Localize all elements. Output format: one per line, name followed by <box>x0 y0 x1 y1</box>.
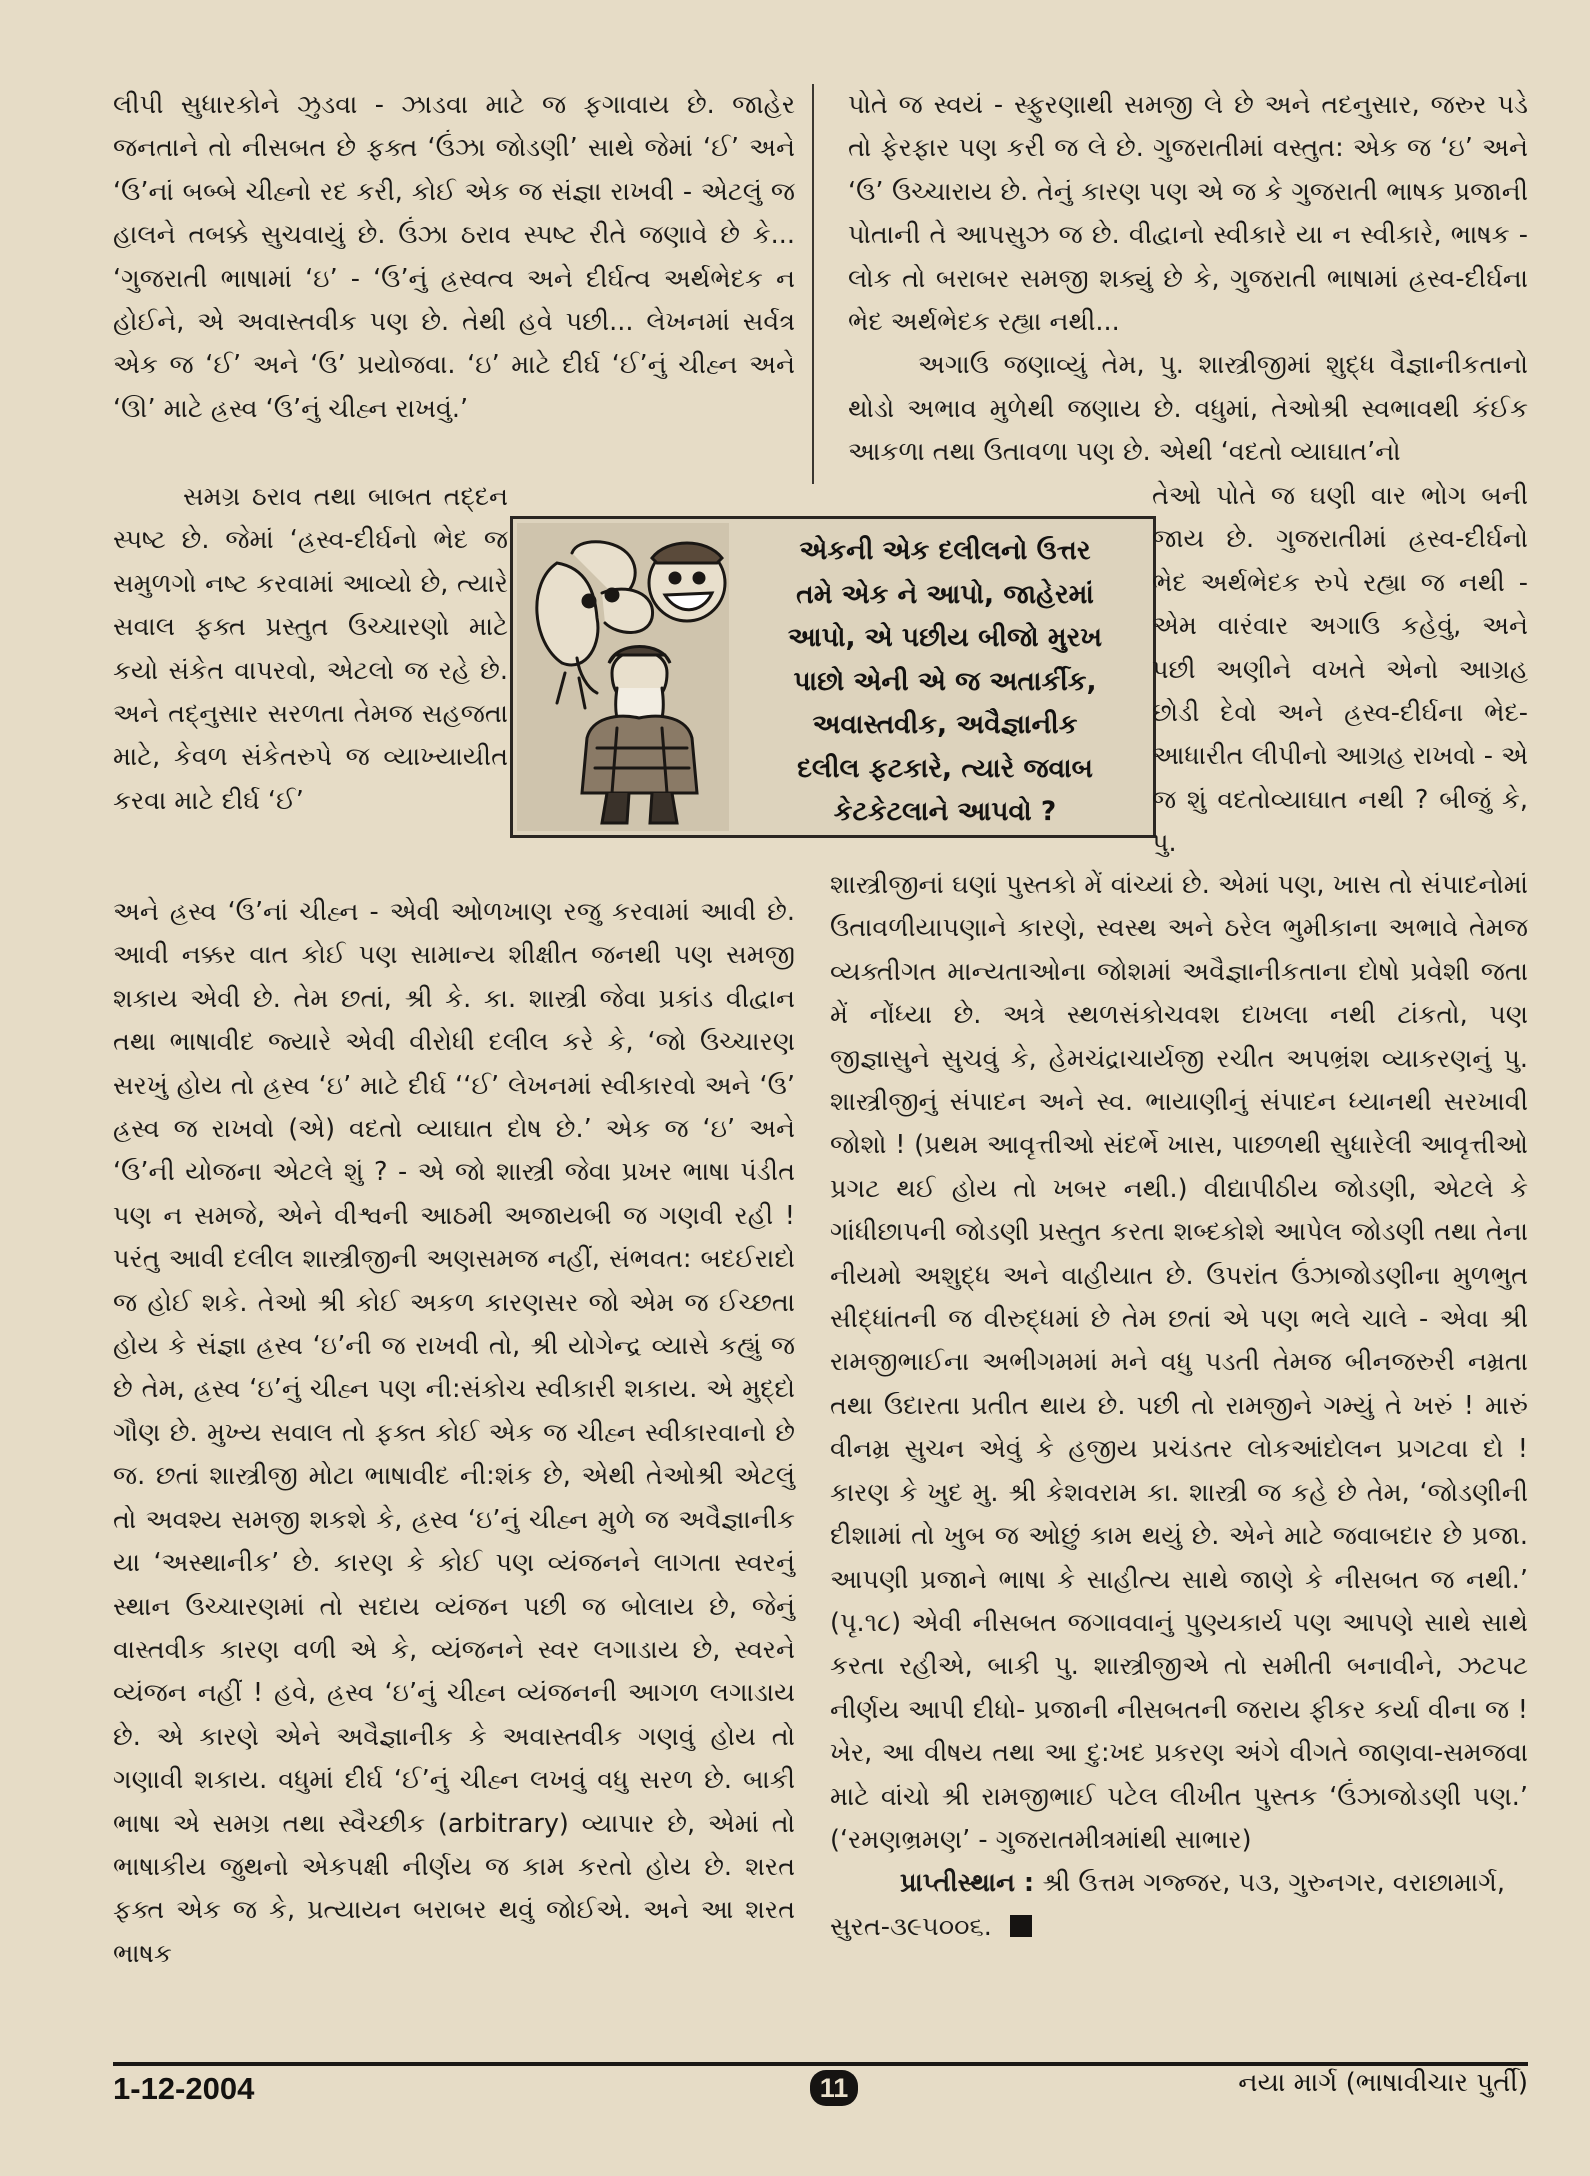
article-column-right-bottom <box>830 864 1528 1949</box>
article-paragraph: અને હ્રસ્વ ‘ઉ’નાં ચીહ્ન - એવી ઓળખાણ રજુ કરવામાં આવી છે. આવી નક્કર વાત કોઈ પણ સામાન્ય શીક્ષીત જનથી પણ સમજી શકાય એવી છે. તેમ છતાં, શ્રી કે. કા. શાસ્ત્રી જેવા પ્રકાંડ વીદ્વાન તથા ભાષાવીદ જ્યારે એવી વીરોધી દલીલ કરે કે, ‘જો ઉચ્ચારણ સરખું હોય તો હ્રસ્વ ‘ઇ’ માટે દીર્ઘ ‘‘ઈ’ લેખનમાં સ્વીકારવો અને ‘ઉ’ હ્રસ્વ જ રાખવો (એ) વદતો વ્યાઘાત દોષ છે.’ એક જ ‘ઇ’ અને ‘ઉ’ની યોજના એટલે શું ? - એ જો શાસ્ત્રી જેવા પ્રખર ભાષા પંડીત પણ ન સમજે, એને વીશ્વની આઠમી અજાયબી જ ગણવી રહી ! પરંતુ આવી દલીલ શાસ્ત્રીજીની અણસમજ નહીં, સંભવત: બદઈરાદો જ હોઈ શકે. તેઓ શ્રી કોઈ અકળ કારણસર જો એમ જ ઈચ્છતા હોય કે સંજ્ઞા હ્રસ્વ ‘ઇ’ની જ રાખવી તો, શ્રી યોગેન્દ્ર વ્યાસે કહ્યું જ છે તેમ, હ્રસ્વ ‘ઇ’નું ચીહ્ન પણ ની:સંકોચ સ્વીકારી શકાય. એ મુદ્દો ગૌણ છે. મુખ્ય સવાલ તો ફક્ત કોઈ એક જ ચીહ્ન સ્વીકારવાનો છે જ. છતાં શાસ્ત્રીજી મોટા ભાષાવીદ ની:શંક છે, એથી તેઓશ્રી એટલું તો અવશ્ય સમજી શકશે કે, હ્રસ્વ ‘ઇ’નું ચીહ્ન મુળે જ અવૈજ્ઞાનીક યા ‘અસ્થાનીક’ છે. કારણ કે કોઈ પણ વ્યંજનને લાગતા સ્વરનું સ્થાન ઉચ્ચારણમાં તો સદાય વ્યંજન પછી જ બોલાય છે, જેનું વાસ્તવીક કારણ વળી એ કે, વ્યંજનને સ્વર લગાડાય છે, સ્વરને વ્યંજન નહીં ! હવે, હ્રસ્વ ‘ઇ’નું ચીહ્ન વ્યંજનની આગળ લગાડાય છે. એ કારણે એને અવૈજ્ઞાનીક કે અવાસ્તવીક ગણવું હોય તો ગણાવી શકાય. વધુમાં દીર્ઘ ‘ઈ’નું ચીહ્ન લખવું વધુ સરળ છે. બાકી ભાષા એ સમગ્ર તથા સ્વૈચ્છીક (arbitrary) વ્યાપાર છે, એમાં તો ભાષાકીય જુથનો એકપક્ષી નીર્ણય જ કામ કરતો હોય છે. શરત ફક્ત એક જ કે, પ્રત્યાયન બરાબર થવું જોઈએ. અને આ શરત ભાષક <box>113 897 795 1969</box>
article-paragraph: અગાઉ જણાવ્યું તેમ, પુ. શાસ્ત્રીજીમાં શુદ્ધ વૈજ્ઞાનીકતાનો થોડો અભાવ મુળેથી જણાય છે. વધુમાં, તેઓશ્રી સ્વભાવથી કંઈક આકળા તથા ઉતાવળા પણ છે. એથી ‘વદતો વ્યાઘાત’નો <box>848 350 1528 468</box>
callout-line: કેટકેટલાને આપવો ? <box>833 796 1057 827</box>
callout-line: એકની એક દલીલનો ઉત્તર <box>799 535 1091 566</box>
cartoon-illustration <box>517 523 729 831</box>
article-paragraph: સમગ્ર ઠરાવ તથા બાબત તદ્દન સ્પષ્ટ છે. જેમાં ‘હ્રસ્વ-દીર્ઘનો ભેદ જ સમુળગો નષ્ટ કરવામાં આવ્યો છે, ત્યારે સવાલ ફક્ત પ્રસ્તુત ઉચ્ચારણો માટે કયો સંકેત વાપરવો, એટલો જ રહે છે. અને તદ્નુસાર સરળતા તેમજ સહજતા માટે, કેવળ સંકેતરુપે જ વ્યાખ્યાયીત કરવા માટે દીર્ઘ ‘ઈ’ <box>113 482 508 816</box>
publication-title: નયા માર્ગ (ભાષાવીચાર પુર્તી) <box>1238 2068 1528 2098</box>
article-paragraph: શાસ્ત્રીજીનાં ઘણાં પુસ્તકો મેં વાંચ્યાં છે. એમાં પણ, ખાસ તો સંપાદનોમાં ઉતાવળીયાપણાને કારણે, સ્વસ્થ અને ઠરેલ ભુમીકાના અભાવે તેમજ વ્યક્તીગત માન્યતાઓના જોશમાં અવૈજ્ઞાનીકતાના દોષો પ્રવેશી જતા મેં નોંધ્યા છે. અત્રે સ્થળસંકોચવશ દાખલા નથી ટાંકતો, પણ જીજ્ઞાસુને સુચવું કે, હેમચંદ્રાચાર્યજી રચીત અપભ્રંશ વ્યાકરણનું પુ. શાસ્ત્રીજીનું સંપાદન અને સ્વ. ભાયાણીનું સંપાદન ધ્યાનથી સરખાવી જોશો ! (પ્રથમ આવૃત્તીઓ સંદર્ભે ખાસ, પાછળથી સુધારેલી આવૃત્તીઓ પ્રગટ થઈ હોય તો ખબર નથી.) વીદ્યાપીઠીય જોડણી, એટલે કે ગાંધીછાપની જોડણી પ્રસ્તુત કરતા શબ્દકોશે આપેલ જોડણી તથા તેના નીયમો અશુદ્ધ અને વાહીયાત છે. ઉપરાંત ઉંઝાજોડણીના મુળભુત સીદ્ધાંતની જ વીરુદ્ધમાં છે તેમ છતાં એ પણ ભલે ચાલે - એવા શ્રી રામજીભાઈના અભીગમમાં મને વધુ પડતી તેમજ બીનજરુરી નમ્રતા તથા ઉદારતા પ્રતીત થાય છે. પછી તો રામજીને ગમ્યું તે ખરું ! મારું વીનમ્ર સુચન એવું કે હજીય પ્રચંડતર લોકઆંદોલન પ્રગટવા દો ! કારણ કે ખુદ મુ. શ્રી કેશવરામ કા. શાસ્ત્રી જ કહે છે તેમ, ‘જોડણીની દીશામાં તો ખુબ જ ઓછું કામ થયું છે. એને માટે જવાબદાર છે પ્રજા. આપણી પ્રજાને ભાષા કે સાહીત્ય સાથે જાણે કે નીસબત જ નથી.’ (પૃ.૧૮) એવી નીસબત જગાવવાનું પુણ્યકાર્ય પણ આપણે સાથે સાથે કરતા રહીએ, બાકી પુ. શાસ્ત્રીજીએ તો સમીતી બનાવીને, ઝટપટ નીર્ણય આપી દીધો- પ્રજાની નીસબતની જરાય ફીકર કર્યા વીના જ ! ખેર, આ વીષય તથા આ દુ:ખદ પ્રકરણ અંગે વીગતે જાણવા-સમજવા માટે વાંચો શ્રી રામજીભાઈ પટેલ લીખીત પુસ્તક ‘ઉંઝાજોડણી પણ.’ (‘રમણભ્રમણ’ - ગુજરાતમીત્રમાંથી સાભાર) <box>830 870 1528 1855</box>
callout-line: અવાસ્તવીક, અવૈજ્ઞાનીક <box>812 709 1078 740</box>
callout-text <box>745 529 1145 834</box>
end-mark-icon <box>1010 1915 1032 1937</box>
callout-box <box>510 516 1156 838</box>
article-column-left-top <box>113 84 795 431</box>
article-paragraph: લીપી સુધારકોને ઝુડવા - ઝાડવા માટે જ ફગાવાય છે. જાહેર જનતાને તો નીસબત છે ફક્ત ‘ઉંઝા જોડણી’ સાથે જેમાં ‘ઈ’ અને ‘ઉ’નાં બબ્બે ચીહ્નો રદ કરી, કોઈ એક જ સંજ્ઞા રાખવી - એટલું જ હાલને તબક્કે સુચવાયું છે. ઉંઝા ઠરાવ સ્પષ્ટ રીતે જણાવે છે કે... ‘ગુજરાતી ભાષામાં ‘ઇ’ - ‘ઉ’નું હ્રસ્વત્વ અને દીર્ઘત્વ અર્થભેદક ન હોઈને, એ અવાસ્તવીક પણ છે. તેથી હવે પછી... લેખનમાં સર્વત્ર એક જ ‘ઈ’ અને ‘ઉ’ પ્રયોજવા. ‘ઇ’ માટે દીર્ઘ ‘ઈ’નું ચીહ્ન અને ‘ઊ’ માટે હ્રસ્વ ‘ઉ’નું ચીહ્ન રાખવું.’ <box>113 90 795 424</box>
article-paragraph: પોતે જ સ્વયં - સ્ફુરણાથી સમજી લે છે અને તદનુસાર, જરુર પડે તો ફેરફાર પણ કરી જ લે છે. ગુજરાતીમાં વસ્તુત: એક જ ‘ઇ’ અને ‘ઉ’ ઉચ્ચારાય છે. તેનું કારણ પણ એ જ કે ગુજરાતી ભાષક પ્રજાની પોતાની તે આપસુઝ જ છે. વીદ્વાનો સ્વીકારે યા ન સ્વીકારે, ભાષક - લોક તો બરાબર સમજી શક્યું છે કે, ગુજરાતી ભાષામાં હ્રસ્વ-દીર્ઘના ભેદ અર્થભેદક રહ્યા નથી... <box>848 90 1528 338</box>
callout-line: તમે એક ને આપો, જાહેરમાં <box>796 578 1094 610</box>
article-column-left-bottom <box>113 891 795 1976</box>
article-paragraph: તેઓ પોતે જ ઘણી વાર ભોગ બની જાય છે. ગુજરાતીમાં હ્રસ્વ-દીર્ઘનો ભેદ અર્થભેદક રુપે રહ્યા જ નથી - એમ વારંવાર અગાઉ કહેવું, અને પછી અણીને વખતે એનો આગ્રહ છોડી દેવો અને હ્રસ્વ-દીર્ઘના ભેદ-આધારીત લીપીનો આગ્રહ રાખવો - એ જ શું વદતોવ્યાઘાત નથી ? બીજું કે, પુ. <box>1152 481 1528 859</box>
footer-date: 1-12-2004 <box>113 2071 255 2106</box>
availability-address: શ્રી ઉત્તમ ગજ્જર, ૫૩, ગુરુનગર, વરાછામાર્ગ, સુરત-૩૯૫૦૦૬. <box>830 1868 1505 1942</box>
article-column-right-top <box>848 84 1528 475</box>
article-column-right-mid <box>1152 475 1528 866</box>
column-divider <box>812 84 814 484</box>
page-number: 11 <box>810 2070 858 2106</box>
availability-label: પ્રાપ્તીસ્થાન : <box>900 1868 1035 1899</box>
article-column-left-mid <box>113 476 508 823</box>
availability-note <box>830 1862 1528 1949</box>
callout-line: દલીલ ફટકારે, ત્યારે જવાબ <box>797 752 1093 784</box>
footer-divider <box>113 2062 1528 2066</box>
callout-line: આપો, એ પછીય બીજો મુરખ <box>787 622 1103 653</box>
callout-line: પાછો એની એ જ અતાર્કીક, <box>793 665 1097 697</box>
